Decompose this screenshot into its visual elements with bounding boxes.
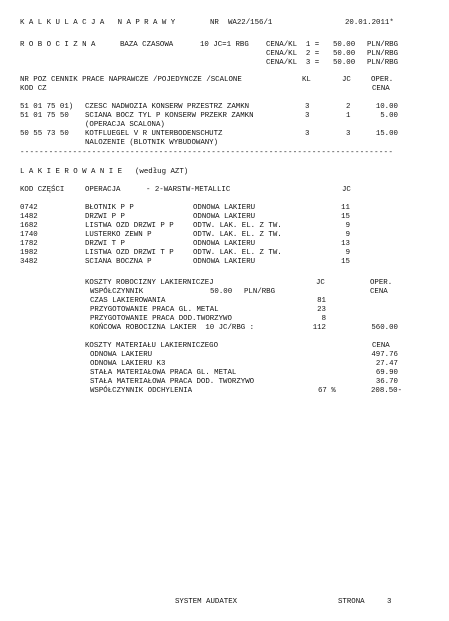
material-value: 69.90	[375, 369, 398, 377]
part-code: 1482	[20, 213, 38, 221]
paint-jc: 9	[345, 249, 350, 257]
paint-labor-title: KOSZTY ROBOCIZNY LAKIERNICZEJ	[85, 279, 214, 287]
factor-label: WSPÓŁCZYNNIK	[90, 288, 144, 296]
time-base-value: 10 JC=1 RBG	[200, 41, 249, 49]
footer-system: SYSTEM AUDATEX	[175, 598, 238, 606]
part-code: 1740	[20, 231, 38, 239]
paint-operation: ODTW. LAK. EL. Z TW.	[193, 231, 282, 239]
material-label: ODNOWA LAKIERU	[90, 351, 153, 359]
part-name: LISTWA OZD DRZWI T P	[85, 249, 174, 257]
nr-label: NR	[210, 19, 219, 27]
labor-title: R O B O C I Z N A	[20, 41, 96, 49]
rate-label: CENA/KL 1 =	[266, 41, 320, 49]
labor-kl: 3	[305, 103, 310, 111]
paint-jc: 11	[341, 204, 350, 212]
material-label: STAŁA MATERIAŁOWA PRACA DOD. TWORZYWO	[90, 378, 255, 386]
paint-labor-col-jc: JC	[316, 279, 325, 287]
paint-labor-total-price: 560.00	[371, 324, 398, 332]
labor-col-oper: OPER.	[371, 76, 394, 84]
paint-jc: 15	[341, 258, 350, 266]
labor-price: 5.00	[380, 112, 398, 120]
paint-col-operation: OPERACJA	[85, 186, 121, 194]
labor-description: SCIANA BOCZ TYL P KONSERW PRZEKR ZAMKN	[85, 112, 254, 120]
rate-value: 50.00	[333, 50, 356, 58]
labor-kl: 3	[305, 112, 310, 120]
part-name: DRZWI T P	[85, 240, 125, 248]
paint-material-col-cena: CENA	[372, 342, 390, 350]
part-code: 1782	[20, 240, 38, 248]
paint-subtitle: (według AZT)	[135, 168, 189, 176]
labor-col-cena: CENA	[372, 85, 390, 93]
labor-description-2: NALOZENIE (BLOTNIK WYBUDOWANY)	[85, 139, 219, 147]
paint-col-jc: JC	[342, 186, 351, 194]
material-label: ODNOWA LAKIERU K3	[90, 360, 166, 368]
paint-labor-jc: 81	[317, 297, 326, 305]
labor-code: 50 55 73 50	[20, 130, 69, 138]
labor-code: 51 01 75 01)	[20, 103, 74, 111]
paint-jc: 9	[345, 222, 350, 230]
paint-operation: ODNOWA LAKIERU	[193, 258, 256, 266]
deviation-value: 208.50-	[370, 387, 402, 395]
paint-labor-total-jc: 112	[312, 324, 326, 332]
labor-jc: 2	[346, 103, 351, 111]
paint-jc: 15	[341, 213, 350, 221]
rate-label: CENA/KL 3 =	[266, 59, 320, 67]
part-code: 1982	[20, 249, 38, 257]
paint-col-code: KOD CZĘŚCI	[20, 186, 65, 194]
paint-labor-col-oper: OPER.	[370, 279, 393, 287]
labor-jc: 3	[346, 130, 351, 138]
rate-label: CENA/KL 2 =	[266, 50, 320, 58]
paint-operation-type: - 2-WARSTW-METALLIC	[146, 186, 231, 194]
part-name: DRZWI P P	[85, 213, 125, 221]
labor-kl: 3	[305, 130, 310, 138]
paint-operation: ODTW. LAK. EL. Z TW.	[193, 249, 282, 257]
footer-page-label: STRONA	[338, 598, 365, 606]
part-code: 3482	[20, 258, 38, 266]
part-code: 0742	[20, 204, 38, 212]
paint-jc: 13	[341, 240, 350, 248]
material-label: STAŁA MATERIAŁOWA PRACA GL. METAL	[90, 369, 237, 377]
paint-labor-label: PRZYGOTOWANIE PRACA GL. METAL	[90, 306, 219, 314]
rate-unit: PLN/RBG	[367, 59, 399, 67]
labor-col-jc: JC	[342, 76, 351, 84]
paint-labor-label: PRZYGOTOWANIE PRACA DOD.TWORZYWO	[90, 315, 232, 323]
factor-unit: PLN/RBG	[244, 288, 276, 296]
labor-price: 10.00	[375, 103, 398, 111]
paint-operation: ODNOWA LAKIERU	[193, 213, 256, 221]
paint-labor-label: CZAS LAKIEROWANIA	[90, 297, 166, 305]
labor-table-header: NR POZ CENNIK PRACE NAPRAWCZE /POJEDYNCZE /SCALONE	[20, 76, 242, 84]
material-value: 36.70	[375, 378, 398, 386]
paint-operation: ODNOWA LAKIERU	[193, 240, 256, 248]
time-base-label: BAZA CZASOWA	[120, 41, 174, 49]
rate-value: 50.00	[333, 59, 356, 67]
labor-col-kl: KL	[302, 76, 311, 84]
rate-unit: PLN/RBG	[367, 41, 399, 49]
paint-labor-col-cena: CENA	[370, 288, 388, 296]
labor-price: 15.00	[375, 130, 398, 138]
factor-value: 50.00	[210, 288, 233, 296]
rate-value: 50.00	[333, 41, 356, 49]
rate-unit: PLN/RBG	[367, 50, 399, 58]
part-name: BŁOTNIK P P	[85, 204, 134, 212]
paint-labor-total-label: KOŃCOWA ROBOCIZNA LAKIER 10 JC/RBG :	[90, 324, 255, 332]
labor-description-2: (OPERACJA SCALONA)	[85, 121, 165, 129]
part-name: LISTWA OZD DRZWI P P	[85, 222, 174, 230]
labor-jc: 1	[346, 112, 351, 120]
labor-description: CZESC NADWOZIA KONSERW PRZESTRZ ZAMKN	[85, 103, 250, 111]
paint-material-title: KOSZTY MATERIAŁU LAKIERNICZEGO	[85, 342, 219, 350]
deviation-label: WSPÓŁCZYNNIK ODCHYLENIA	[90, 387, 193, 395]
material-value: 497.76	[371, 351, 398, 359]
part-code: 1682	[20, 222, 38, 230]
document-date: 20.01.2011*	[345, 19, 394, 27]
deviation-percent: 67 %	[318, 387, 336, 395]
paint-operation: ODNOWA LAKIERU	[193, 204, 256, 212]
part-name: LUSTERKO ZEWN P	[85, 231, 152, 239]
document-title: K A L K U L A C J A N A P R A W Y	[20, 19, 176, 27]
paint-jc: 9	[345, 231, 350, 239]
paint-labor-jc: 8	[321, 315, 326, 323]
section-separator: ------------------------------------------------------------------------------	[20, 149, 394, 157]
paint-labor-jc: 23	[317, 306, 326, 314]
paint-title: L A K I E R O W A N I E	[20, 168, 123, 176]
footer-page-number: 3	[387, 598, 392, 606]
labor-table-header-2: KOD CZ	[20, 85, 47, 93]
paint-operation: ODTW. LAK. EL. Z TW.	[193, 222, 282, 230]
labor-code: 51 01 75 50	[20, 112, 69, 120]
material-value: 27.47	[375, 360, 398, 368]
part-name: SCIANA BOCZNA P	[85, 258, 152, 266]
nr-value: WA22/156/1	[228, 19, 273, 27]
labor-description: KOTFLUEGEL V R UNTERBODENSCHUTZ	[85, 130, 223, 138]
